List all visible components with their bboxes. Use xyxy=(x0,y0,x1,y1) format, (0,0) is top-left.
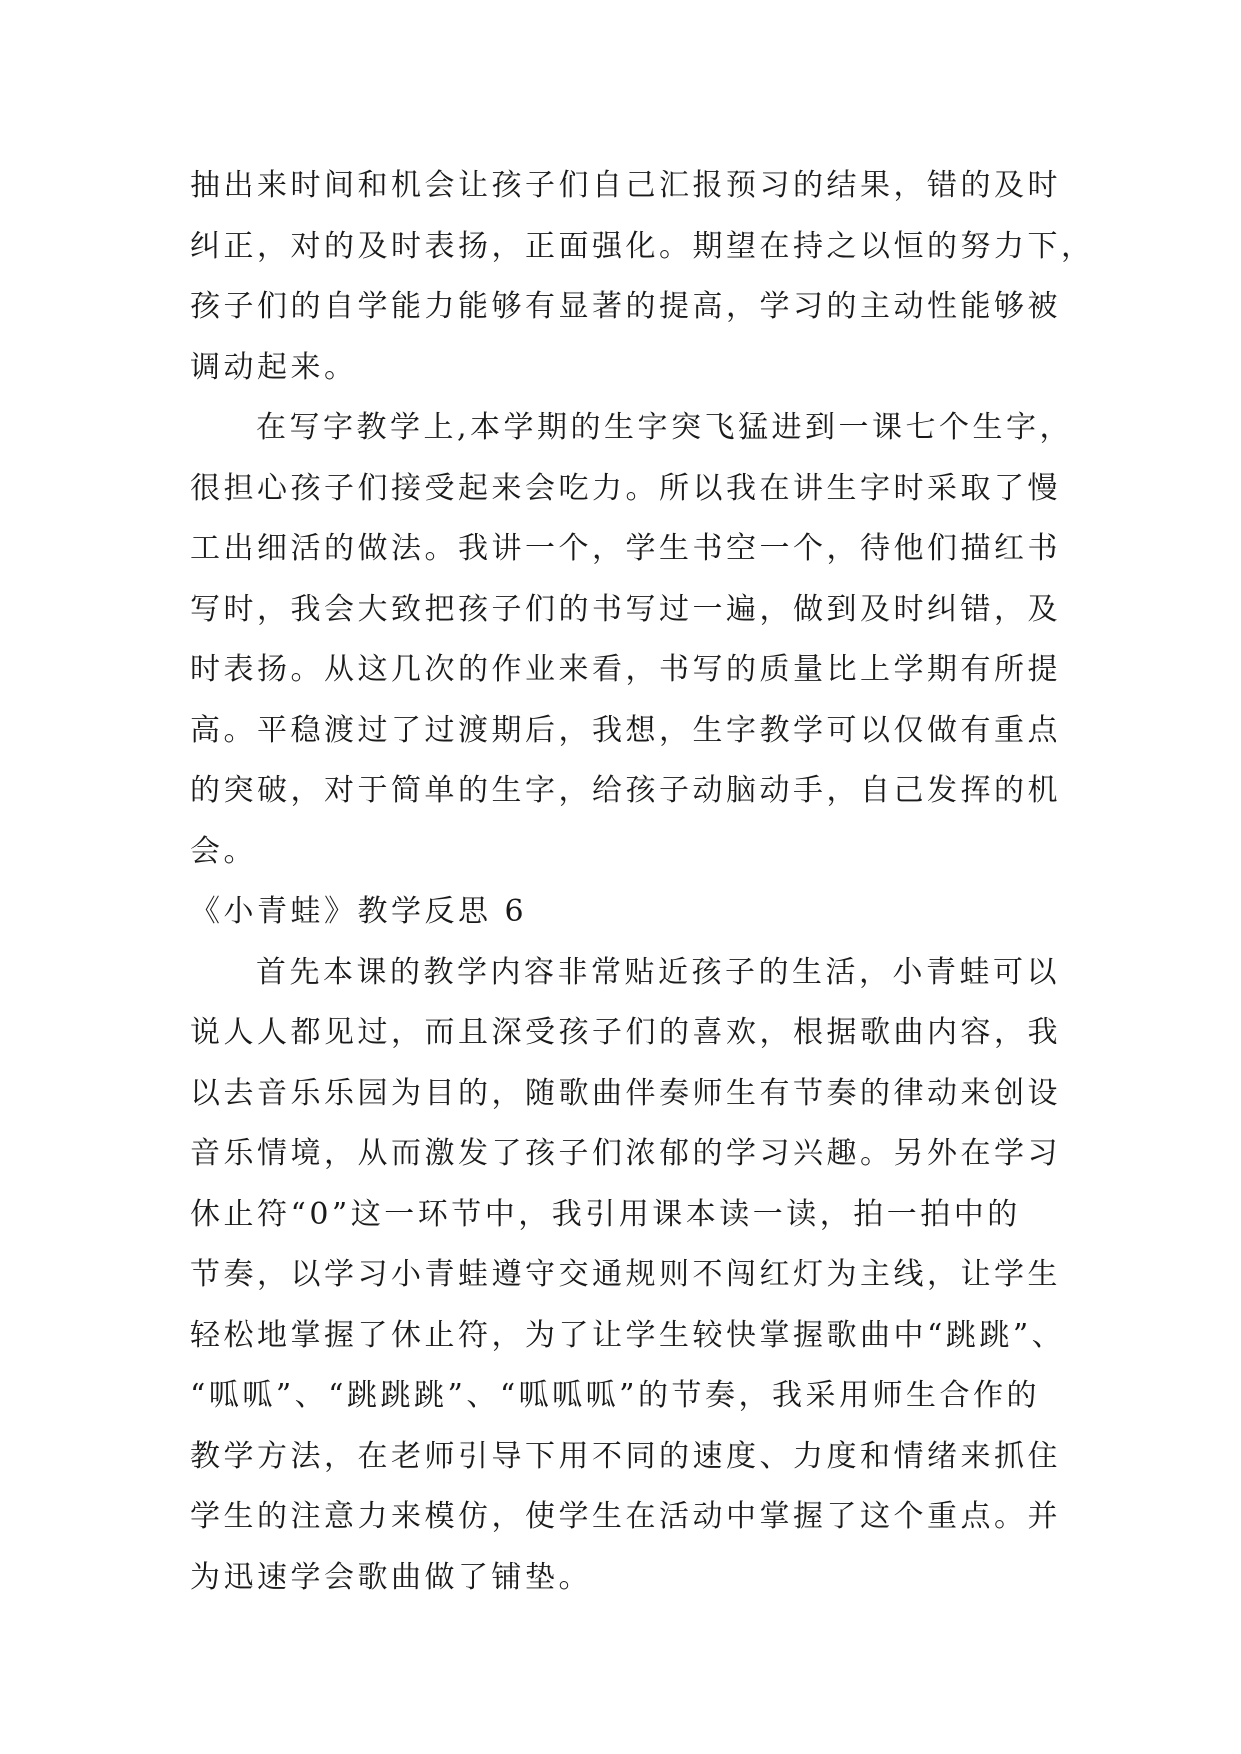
text-line: 以去音乐乐园为目的，随歌曲伴奏师生有节奏的律动来创设 xyxy=(190,1075,1061,1111)
text-line: 节奏，以学习小青蛙遵守交通规则不闯红灯为主线，让学生 xyxy=(190,1257,1061,1292)
text-line: 高。平稳渡过了过渡期后，我想，生字教学可以仅做有重点 xyxy=(190,712,1061,748)
text-line: 首先本课的教学内容非常贴近孩子的生活，小青蛙可以 xyxy=(256,954,1060,990)
paragraph-continuation xyxy=(190,156,1095,398)
text-line: 纠正，对的及时表扬，正面强化。期望在持之以恒的努力下， xyxy=(190,228,1095,264)
text-line: 的突破，对于简单的生字，给孩子动脑动手，自己发挥的机 xyxy=(190,773,1061,808)
text-line: 为迅速学会歌曲做了铺垫。 xyxy=(190,1559,592,1595)
text-line: 调动起来。 xyxy=(190,349,358,385)
document-body xyxy=(190,156,1095,1608)
text-line: 抽出来时间和机会让孩子们自己汇报预习的结果，错的及时 xyxy=(190,168,1061,203)
text-line: 时表扬。从这几次的作业来看，书写的质量比上学期有所提 xyxy=(190,652,1061,687)
text-line: 音乐情境，从而激发了孩子们浓郁的学习兴趣。另外在学习 xyxy=(190,1136,1061,1171)
paragraph-little-frog xyxy=(190,943,1070,1609)
text-line: 工出细活的做法。我讲一个，学生书空一个，待他们描红书 xyxy=(190,531,1061,566)
text-line: 休止符“0”这一环节中，我引用课本读一读，拍一拍中的 xyxy=(190,1196,1021,1232)
text-line: 学生的注意力来模仿，使学生在活动中掌握了这个重点。并 xyxy=(190,1499,1061,1534)
text-line: 会。 xyxy=(190,833,257,869)
section-title: 《小青蛙》教学反思 6 xyxy=(190,894,528,929)
text-line: 教学方法，在老师引导下用不同的速度、力度和情绪来抓住 xyxy=(190,1438,1061,1474)
text-line: “呱呱”、“跳跳跳”、“呱呱呱”的节奏，我采用师生合作的 xyxy=(190,1378,1041,1413)
text-line: 很担心孩子们接受起来会吃力。所以我在讲生字时采取了慢 xyxy=(190,470,1061,506)
text-line: 孩子们的自学能力能够有显著的提高，学习的主动性能够被 xyxy=(190,289,1061,324)
text-line: 说人人都见过，而且深受孩子们的喜欢，根据歌曲内容，我 xyxy=(190,1015,1061,1050)
text-line: 轻松地掌握了休止符，为了让学生较快掌握歌曲中“跳跳”、 xyxy=(190,1317,1066,1353)
paragraph-writing-teaching xyxy=(190,398,1074,882)
text-line: 写时，我会大致把孩子们的书写过一遍，做到及时纠错，及 xyxy=(190,591,1061,627)
text-line: 在写字教学上,本学期的生字突飞猛进到一课七个生字， xyxy=(256,410,1074,445)
